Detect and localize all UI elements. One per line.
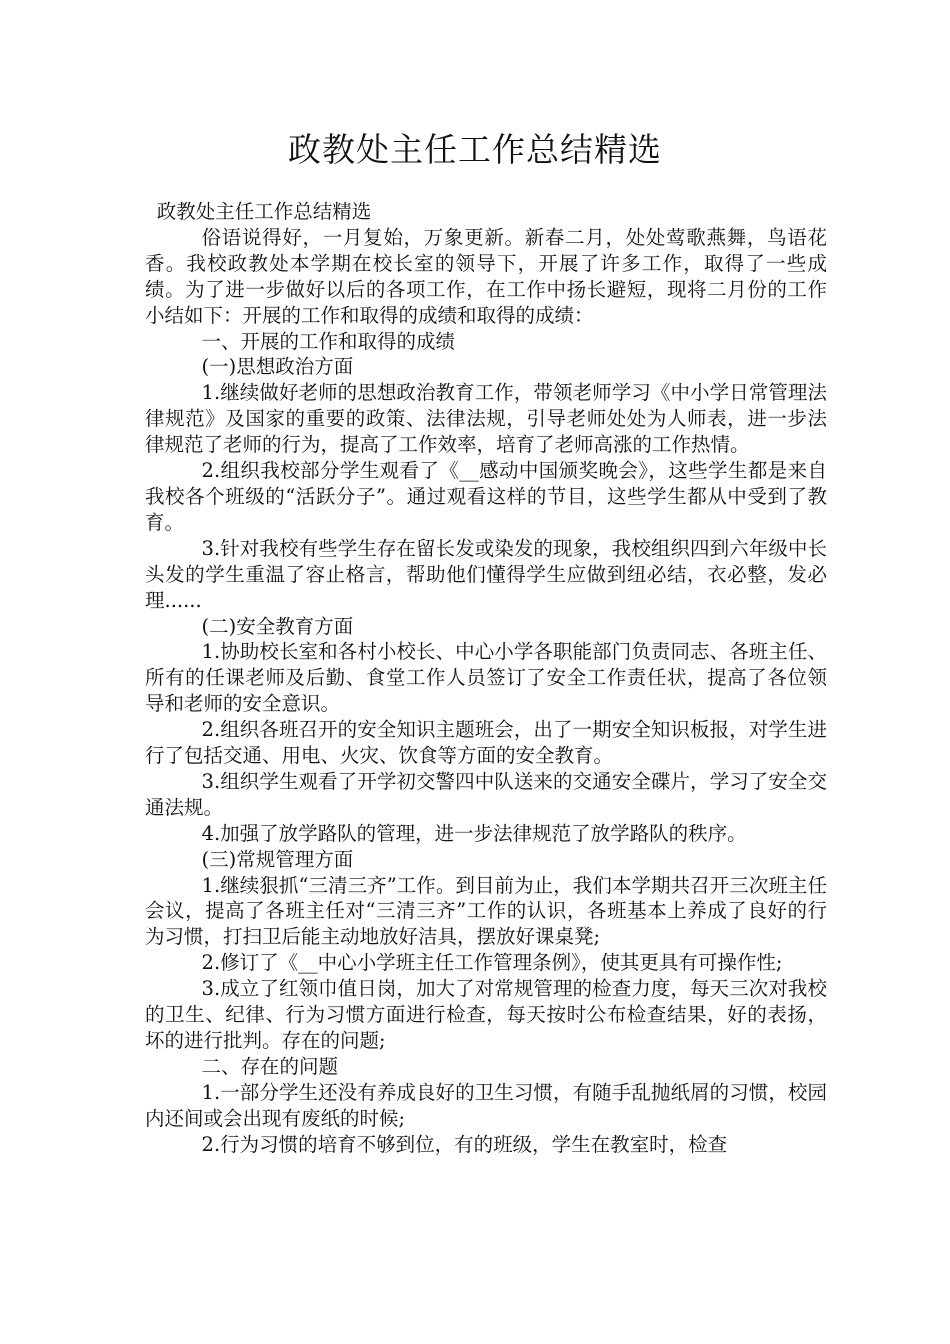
paragraph-item: 2.修订了《__中心小学班主任工作管理条例》，使其更具有可操作性; [201, 951, 783, 975]
paragraph-item: 1.一部分学生还没有养成良好的卫生习惯，有随手乱抛纸屑的习惯，校园内还间或会出现有废纸的时候; [145, 1080, 827, 1130]
paragraph-item: 3.组织学生观看了开学初交警四中队送来的交通安全碟片，学习了安全交通法规。 [145, 769, 827, 819]
paragraph-item: 2.组织我校部分学生观看了《__感动中国颁奖晚会》，这些学生都是来自我校各个班级的“活跃分子”。通过观看这样的节目，这些学生都从中受到了教育。 [145, 459, 827, 534]
subsection-heading-safety: (二)安全教育方面 [201, 614, 354, 638]
subsection-heading-routine: (三)常规管理方面 [201, 847, 354, 871]
paragraph-item: 2.行为习惯的培育不够到位，有的班级，学生在教室时，检查 [201, 1132, 728, 1156]
paragraph-item: 3.针对我校有些学生存在留长发或染发的现象，我校组织四到六年级中长头发的学生重温了容止格言，帮助他们懂得学生应做到纽必结，衣必整，发必理...... [145, 536, 827, 612]
paragraph-item: 4.加强了放学路队的管理，进一步法律规范了放学路队的秩序。 [201, 821, 747, 845]
section-heading-achievements: 一、开展的工作和取得的成绩 [201, 329, 456, 353]
paragraph-item: 1.继续狠抓“三清三齐”工作。到目前为止，我们本学期共召开三次班主任会议，提高了各班主任对“三清三齐”工作的认识，各班基本上养成了良好的行为习惯，打扫卫后能主动地放好洁具，摆放好课桌凳; [145, 873, 827, 949]
subsection-heading-ideology: (一)思想政治方面 [201, 355, 354, 379]
paragraph-item: 1.继续做好老师的思想政治教育工作，带领老师学习《中小学日常管理法律规范》及国家的重要的政策、法律法规，引导老师处处为人师表，进一步法律规范了老师的行为，提高了工作效率，培育了老师高涨的工作热情。 [145, 381, 827, 457]
paragraph-item: 1.协助校长室和各村小校长、中心小学各职能部门负责同志、各班主任、所有的任课老师及后勤、食堂工作人员签订了安全工作责任状，提高了各位领导和老师的安全意识。 [145, 640, 827, 716]
document-title: 政教处主任工作总结精选 [288, 130, 662, 169]
paragraph-item: 2.组织各班召开的安全知识主题班会，出了一期安全知识板报，对学生进行了包括交通、用电、火灾、饮食等方面的安全教育。 [145, 718, 827, 768]
paragraph-item: 3.成立了红领巾值日岗，加大了对常规管理的检查力度，每天三次对我校的卫生、纪律、行为习惯方面进行检查，每天按时公布检查结果，好的表扬，坏的进行批判。存在的问题; [145, 977, 827, 1052]
document-subtitle: 政教处主任工作总结精选 [156, 200, 372, 223]
paragraph-intro: 俗语说得好，一月复始，万象更新。新春二月，处处莺歌燕舞，鸟语花香。我校政教处本学期在校长室的领导下，开展了许多工作，取得了一些成绩。为了进一步做好以后的各项工作，在工作中扬长避短，现将二月份的工作小结如下：开展的工作和取得的成绩和取得的成绩： [145, 225, 827, 327]
section-heading-problems: 二、存在的问题 [201, 1054, 339, 1078]
document-body [145, 199, 827, 1158]
